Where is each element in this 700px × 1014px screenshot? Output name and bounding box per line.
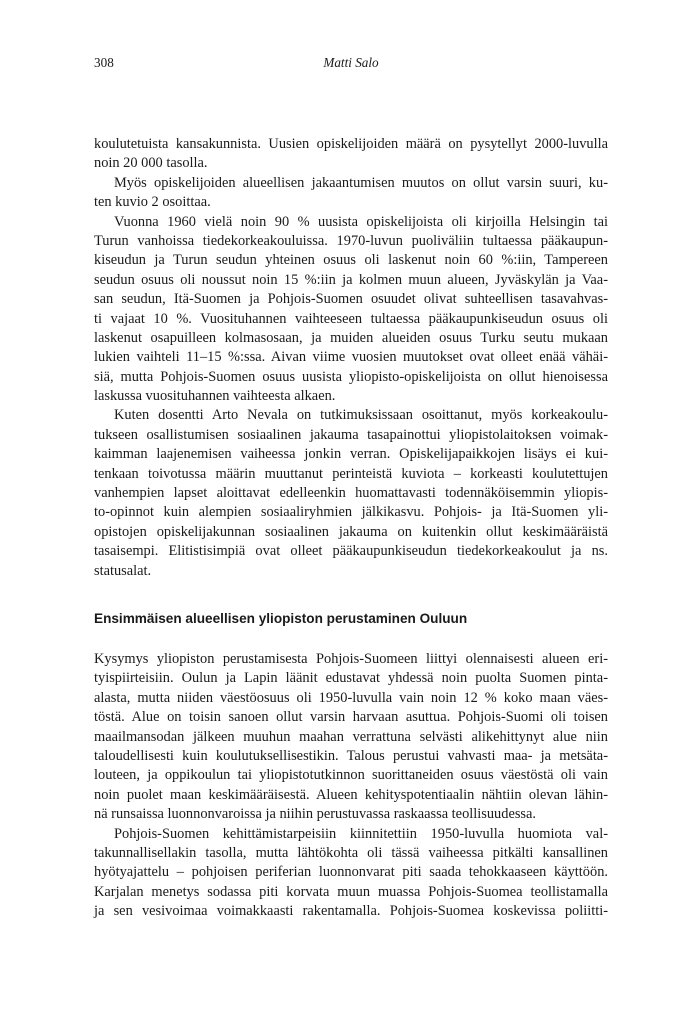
body-text-bottom <box>94 650 608 921</box>
text-line: seudun osuus oli noussut noin 15 %:iin ja kolmen muun alueen, Jyväskylän ja Vaa- <box>94 271 608 288</box>
text-line: ten kuvio 2 osoittaa. <box>94 194 211 211</box>
text-line: tasaisempi. Elitistisimpiä ovat olleet pääkaupunkiseudun tiedekorkeakoulut ja ns. <box>94 543 608 560</box>
text-line: Karjalan menetys sodassa piti korvata muun muassa Pohjois-Suomea teollistamalla <box>94 883 608 900</box>
text-line: Vuonna 1960 vielä noin 90 % uusista opiskelijoista oli kirjoilla Helsingin tai <box>114 213 608 230</box>
text-line: koulutetuista kansakunnista. Uusien opiskelijoiden määrä on pysytellyt 2000-luvulla <box>94 136 608 152</box>
text-line: Turun vanhoissa tiedekorkeakouluissa. 1970-luvun puoliväliin tultaessa pääkaupun- <box>94 232 608 249</box>
text-line: laskussa vuosituhannen vaihteesta alkaen. <box>94 388 336 405</box>
section-heading: Ensimmäisen alueellisen yliopiston perustaminen Ouluun <box>94 611 468 626</box>
text-line: kiseudun ja Turun seudun yhteinen osuus oli laskenut noin 60 %:iin, Tampereen <box>94 252 608 269</box>
text-line: to-opinnot kuin alempien sosiaaliryhmien jälkikasvu. Pohjois- ja Itä-Suomen yli- <box>94 504 608 521</box>
text-line: statusalat. <box>94 562 152 579</box>
text-line: Kysymys yliopiston perustamisesta Pohjois-Suomeen liittyi olennaisesti alueen eri- <box>94 651 608 667</box>
text-line: Myös opiskelijoiden alueellisen jakaantumisen muutos on ollut varsin suuri, ku- <box>114 174 608 191</box>
text-line: Pohjois-Suomen kehittämistarpeisiin kiinnitettiin 1950-luvulla huomiota val- <box>114 825 608 842</box>
text-line: ti vajaat 10 %. Vuosituhannen vaihteeseen tultaessa pääkaupunkiseudun osuus oli <box>94 310 608 327</box>
text-line: töstä. Alue on toisin sanoen ollut varsin harvaan asuttua. Pohjois-Suomi oli toisen <box>94 709 608 726</box>
text-line: san seudun, Itä-Suomen ja Pohjois-Suomen osuudet olivat suhteellisen tasavahvas- <box>94 291 608 308</box>
text-line: hyötyajattelu – pohjoisen periferian luonnonvarat piti saada tehokkaaseen käyttöön. <box>94 864 608 881</box>
body-text-top <box>94 135 608 581</box>
text-line: tukseen osallistumisen sosiaalinen jakauma tasapainottui yliopistolaitoksen voimak- <box>94 426 608 443</box>
text-line: tenkaan toivotussa määrin muuttanut perinteistä kuviota – korkeasti koulutettujen <box>94 465 608 482</box>
text-line: ja sen vesivoimaa voimakkaasti rakentamalla. Pohjois-Suomea koskevissa poliitti- <box>94 903 608 920</box>
text-line: takunnallisellakin tasolla, mutta lähtökohta oli tässä vaiheessa pitkälti kansallinen <box>94 844 608 861</box>
text-line: opistojen opiskelijakunnan sosiaalinen jakauma on kuitenkin ollut keskimääräistä <box>94 523 608 540</box>
running-head <box>94 55 608 75</box>
text-line: taloudellisesti kuin koulutuksellisestikin. Talous perustui vahvasti maa- ja metsäta- <box>94 747 608 764</box>
text-line: noin 20 000 tasolla. <box>94 155 208 172</box>
text-line: Kuten dosentti Arto Nevala on tutkimuksissaan osoittanut, myös korkeakoulu- <box>114 407 608 424</box>
text-line: kaimman laajenemisen vaiheessa jonkin verran. Opiskelijapaikkojen lisäys ei kui- <box>94 446 608 463</box>
text-line: siä, mutta Pohjois-Suomen osuus uusista yliopisto-opiskelijoista on ollut hienoisessa <box>94 368 608 385</box>
text-line: louteen, ja oppikoulun tai yliopistotutkinnon suorittaneiden osuus väestöstä oli vain <box>94 767 608 784</box>
text-line: laskenut osapuilleen kolmasosaan, ja muiden alueiden osuus Turku seutu mukaan <box>94 329 608 346</box>
text-line: tyispiirteisiin. Oulun ja Lapin läänit edustavat yhdessä noin puolta Suomen pinta- <box>94 670 608 687</box>
text-line: lukien vaihteli 11–15 %:ssa. Aivan viime vuosien muutokset ovat olleet enää vähäi- <box>94 349 608 366</box>
text-line: maailmansodan jälkeen muuhun maahan verrattuna selvästi alikehittynyt alue niin <box>94 728 608 745</box>
text-line: nä runsaissa luonnonvaroissa ja niihin perustuvassa raskaassa teollisuudessa. <box>94 806 537 823</box>
running-title: Matti Salo <box>323 55 379 70</box>
text-line: noin puolet maan keskimääräisestä. Alueen kehityspotentiaalin nähtiin olevan lähin- <box>94 786 608 803</box>
page-number: 308 <box>94 55 114 70</box>
text-line: vanhempien lapset aloittavat edelleenkin huomattavasti todennäköisemmin yliopis- <box>94 485 608 502</box>
text-line: alasta, mutta niiden väestöosuus oli 1950-luvulla vain noin 12 % koko maan väes- <box>94 689 608 706</box>
